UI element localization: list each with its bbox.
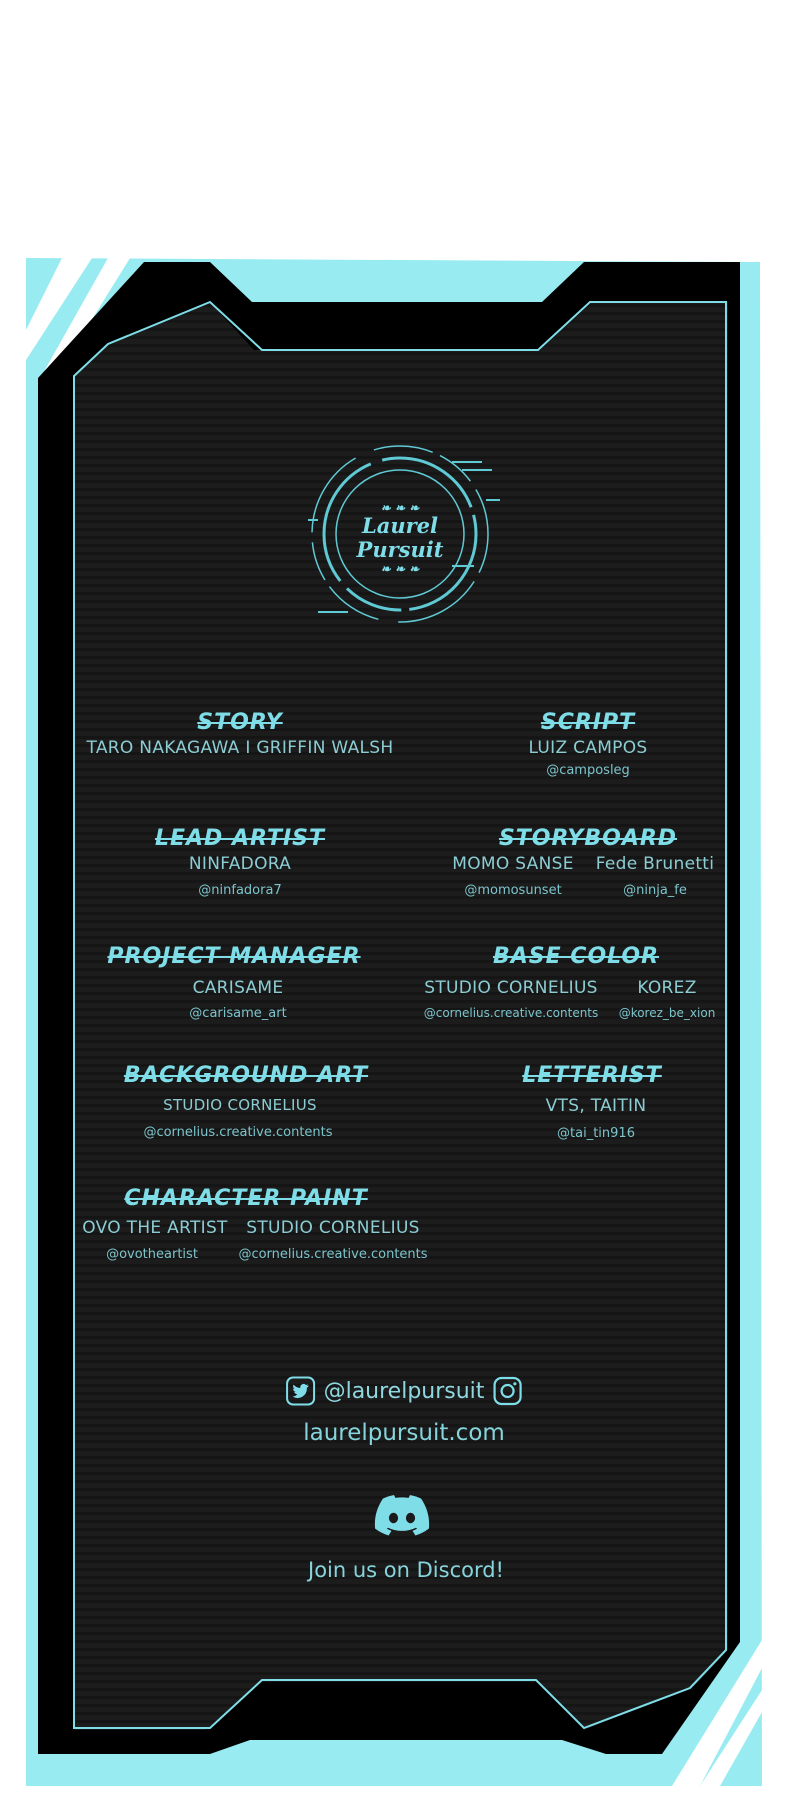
credit-name-letterist: VTS, TAITIN bbox=[545, 1096, 647, 1116]
credit-handle-character-paint-2: @cornelius.creative.contents bbox=[238, 1247, 428, 1262]
credit-names-story: TARO NAKAGAWA I GRIFFIN WALSH bbox=[86, 738, 394, 758]
discord-invite-text[interactable]: Join us on Discord! bbox=[308, 1558, 504, 1582]
credit-title-base-color: BASE COLOR bbox=[492, 944, 660, 969]
credit-title-script: SCRIPT bbox=[540, 710, 636, 735]
logo-line-1: Laurel bbox=[361, 513, 439, 538]
discord-icon[interactable] bbox=[374, 1494, 430, 1538]
credit-handle-storyboard-1: @momosunset bbox=[464, 883, 562, 898]
credit-handle-project-manager: @carisame_art bbox=[189, 1006, 287, 1021]
credit-name-character-paint-1: OVO THE ARTIST bbox=[82, 1218, 228, 1238]
credit-handle-lead-artist: @ninfadora7 bbox=[198, 883, 282, 898]
leaf-icon: ❧ ❧ ❧ bbox=[380, 562, 420, 576]
credit-name-character-paint-2: STUDIO CORNELIUS bbox=[246, 1218, 420, 1238]
credit-handle-base-color-2: @korez_be_xion bbox=[618, 1006, 716, 1020]
credit-handle-letterist: @tai_tin916 bbox=[557, 1126, 635, 1141]
credit-name-background-art: STUDIO CORNELIUS bbox=[163, 1096, 317, 1114]
twitter-icon[interactable] bbox=[286, 1376, 316, 1406]
social-row bbox=[286, 1376, 523, 1406]
credit-title-story: STORY bbox=[197, 710, 283, 735]
credit-name-storyboard-1: MOMO SANSE bbox=[452, 854, 574, 874]
credit-title-project-manager: PROJECT MANAGER bbox=[107, 944, 361, 969]
credit-handle-storyboard-2: @ninja_fe bbox=[623, 883, 687, 898]
website-link[interactable]: laurelpursuit.com bbox=[303, 1420, 505, 1446]
credit-handle-background-art: @cornelius.creative.contents bbox=[143, 1125, 333, 1140]
credit-title-lead-artist: LEAD ARTIST bbox=[154, 826, 326, 851]
credit-name-base-color-2: KOREZ bbox=[637, 978, 697, 998]
credit-name-lead-artist: NINFADORA bbox=[188, 854, 292, 874]
credit-title-character-paint: CHARACTER PAINT bbox=[124, 1186, 368, 1211]
instagram-icon[interactable] bbox=[492, 1376, 522, 1406]
logo-line-2: Pursuit bbox=[356, 537, 444, 562]
leaf-icon: ❧ ❧ ❧ bbox=[380, 501, 420, 515]
credit-title-background-art: BACKGROUND ART bbox=[123, 1063, 369, 1088]
credit-name-script: LUIZ CAMPOS bbox=[528, 738, 648, 758]
credit-name-base-color-1: STUDIO CORNELIUS bbox=[424, 978, 598, 998]
credit-title-storyboard: STORYBOARD bbox=[498, 826, 678, 851]
social-handle[interactable]: @laurelpursuit bbox=[323, 1378, 485, 1404]
credit-handle-character-paint-1: @ovotheartist bbox=[106, 1247, 198, 1262]
credit-name-storyboard-2: Fede Brunetti bbox=[595, 854, 715, 874]
credit-handle-script: @camposleg bbox=[546, 763, 630, 778]
logo bbox=[357, 502, 444, 576]
credit-handle-base-color-1: @cornelius.creative.contents bbox=[423, 1006, 599, 1020]
credit-title-letterist: LETTERIST bbox=[522, 1063, 662, 1088]
credit-name-project-manager: CARISAME bbox=[192, 978, 284, 998]
